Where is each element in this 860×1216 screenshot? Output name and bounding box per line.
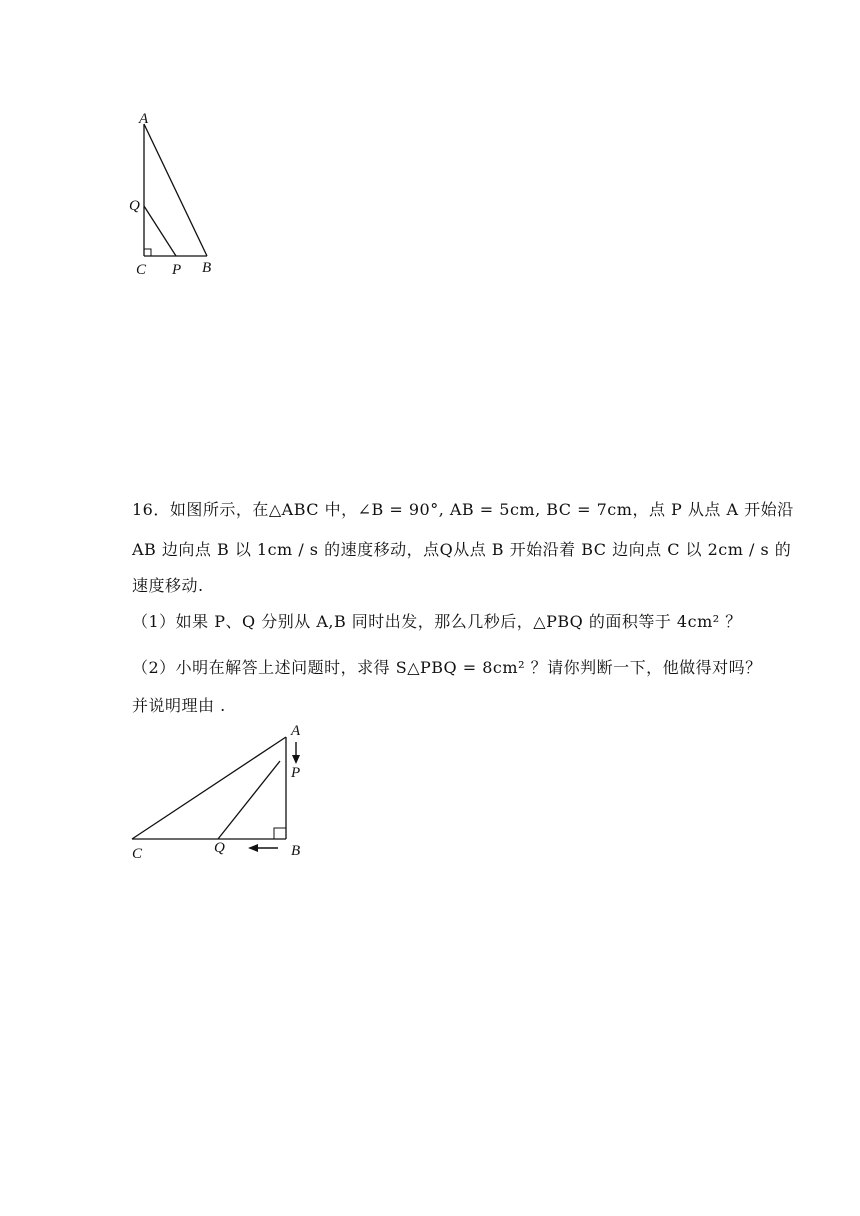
fig1-label-a: A — [139, 111, 149, 127]
fig1-label-b: B — [202, 260, 212, 276]
problem-line-6: 并说明理由 . — [132, 696, 226, 715]
fig2-label-c: C — [132, 846, 143, 862]
problem-line-3: 速度移动. — [132, 576, 204, 595]
problem-line-1: 16．如图所示，在△ABC 中，∠B = 90°, AB = 5cm, BC = 7cm，点 P 从点 A 开始沿 — [132, 500, 794, 519]
fig2-label-b: B — [291, 843, 301, 859]
figure-1-svg — [120, 108, 230, 280]
figure-2-svg — [120, 720, 320, 866]
problem-part-1: （1）如果 P、Q 分别从 A,B 同时出发，那么几秒后，△PBQ 的面积等于 4cm² ？ — [132, 612, 742, 631]
problem-part-2: （2）小明在解答上述问题时，求得 S△PBQ = 8cm² ？请你判断一下，他做得对吗？ — [132, 658, 762, 677]
fig2-label-a: A — [291, 723, 301, 739]
fig1-label-q: Q — [129, 198, 140, 214]
fig2-label-p: P — [291, 765, 301, 781]
figure-2-triangle-abc — [120, 720, 320, 866]
fig2-label-q: Q — [214, 840, 225, 856]
problem-line-2: AB 边向点 B 以 1cm / s 的速度移动，点Q从点 B 开始沿着 BC 边向点 C 以 2cm / s 的 — [132, 540, 792, 559]
fig1-label-c: C — [136, 262, 147, 278]
figure-1-triangle-acb — [120, 108, 230, 280]
fig1-label-p: P — [172, 262, 182, 278]
